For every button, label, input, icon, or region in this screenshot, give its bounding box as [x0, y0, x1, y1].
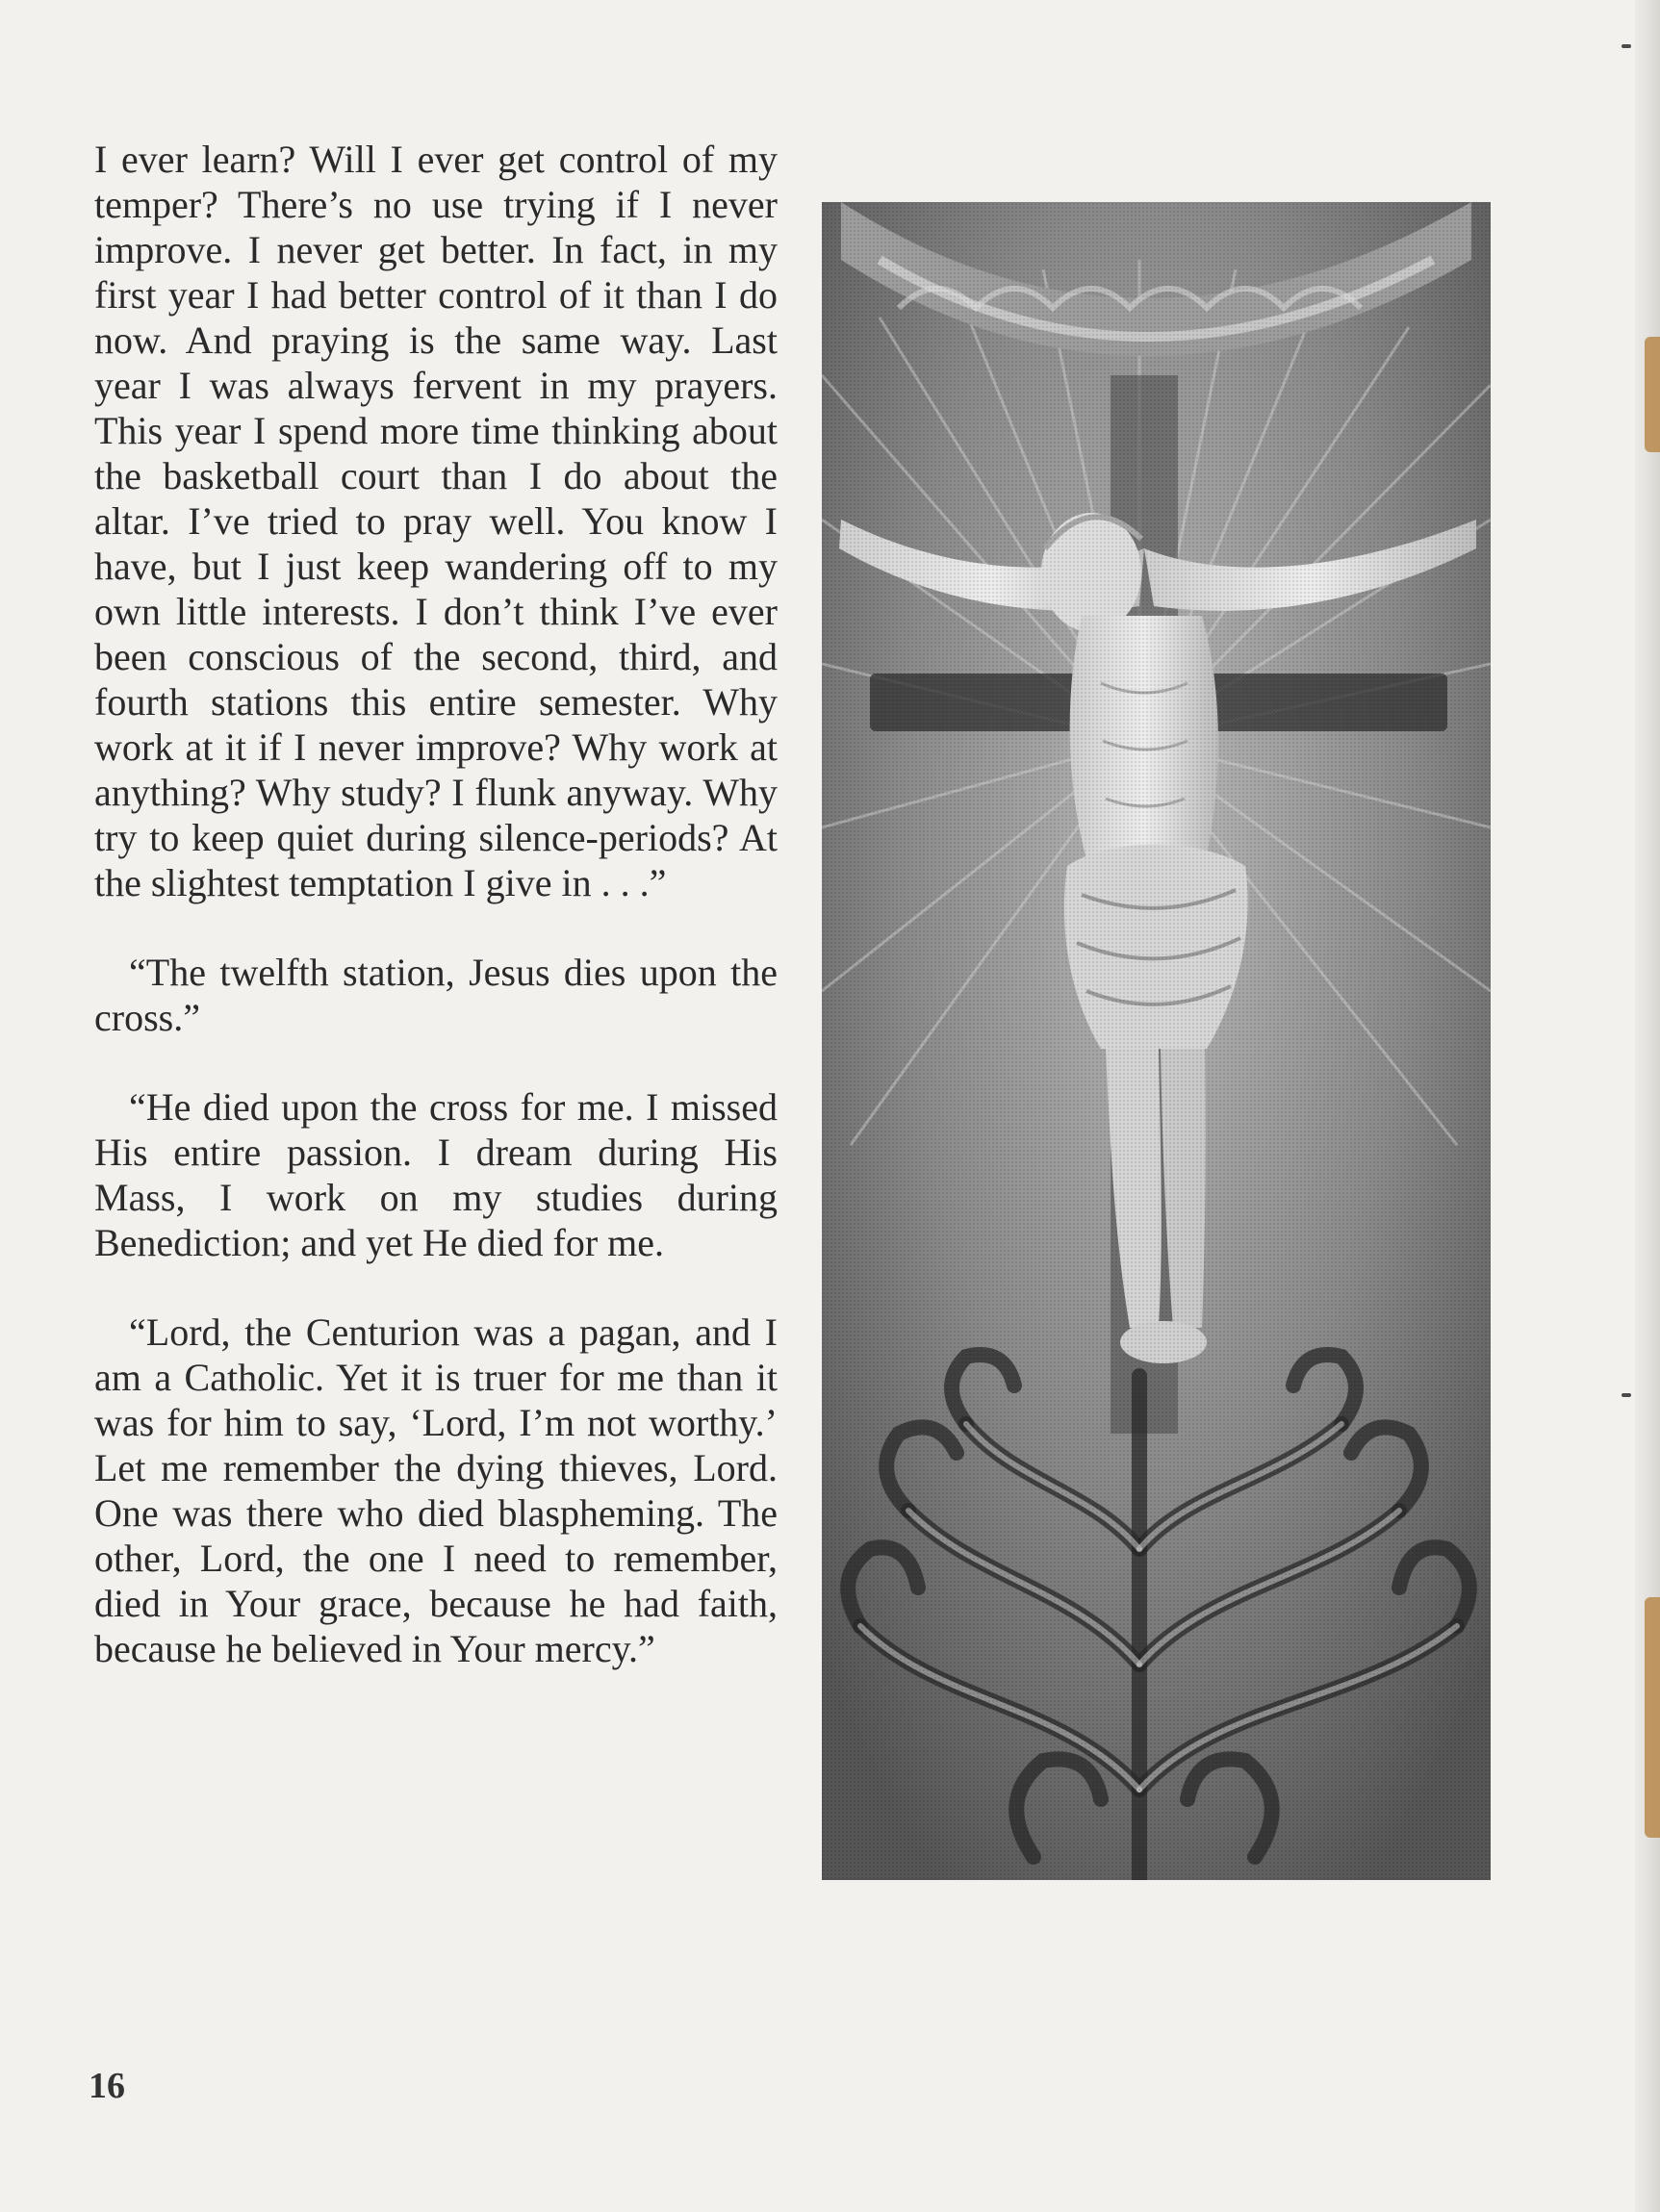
paragraph-3: “He died upon the cross for me. I missed His entire passion. I dream during His Mass, I work on my studies during Benediction; and yet He died for me. [94, 1085, 778, 1264]
page-number: 16 [89, 2066, 125, 2106]
crucifix-photo [822, 202, 1491, 1880]
crucifix-illustration [822, 202, 1491, 1880]
paragraph-gap [94, 1040, 778, 1084]
edge-nick [1622, 44, 1631, 48]
edge-stain [1645, 1597, 1660, 1838]
paragraph-gap [94, 1265, 778, 1309]
paragraph-4: “Lord, the Centurion was a pagan, and I am a Catholic. Yet it is truer for me than it was for him to say, ‘Lord, I’m not worthy.’ Let me remember the dying thieves, Lord. One was there who died blaspheming. The other, Lord, the one I need to remember, died in Your grace, because he had faith, because he believed in Your mercy.” [94, 1310, 778, 1670]
page-edge [1635, 0, 1660, 2212]
paragraph-1: I ever learn? Will I ever get control of my temper? There’s no use trying if I never improve. I never get better. In fact, in my first year I had better control of it than I do now. And praying is the same way. Last year I was always fervent in my prayers. This year I spend more time thinking about the basketball court than I do about the altar. I’ve tried to pray well. You know I have, but I just keep wandering off to my own little interests. I don’t think I’ve ever been conscious of the second, third, and fourth stations this entire semester. Why work at it if I never improve? Why work at anything? Why study? I flunk anyway. Why try to keep quiet during silence-periods? At the slightest temptation I give in . . .” [94, 138, 778, 904]
edge-nick [1622, 1393, 1631, 1397]
paragraph-2: “The twelfth station, Jesus dies upon the cross.” [94, 951, 778, 1039]
paragraph-gap [94, 905, 778, 950]
text-column [94, 137, 778, 1671]
edge-stain [1645, 337, 1660, 452]
